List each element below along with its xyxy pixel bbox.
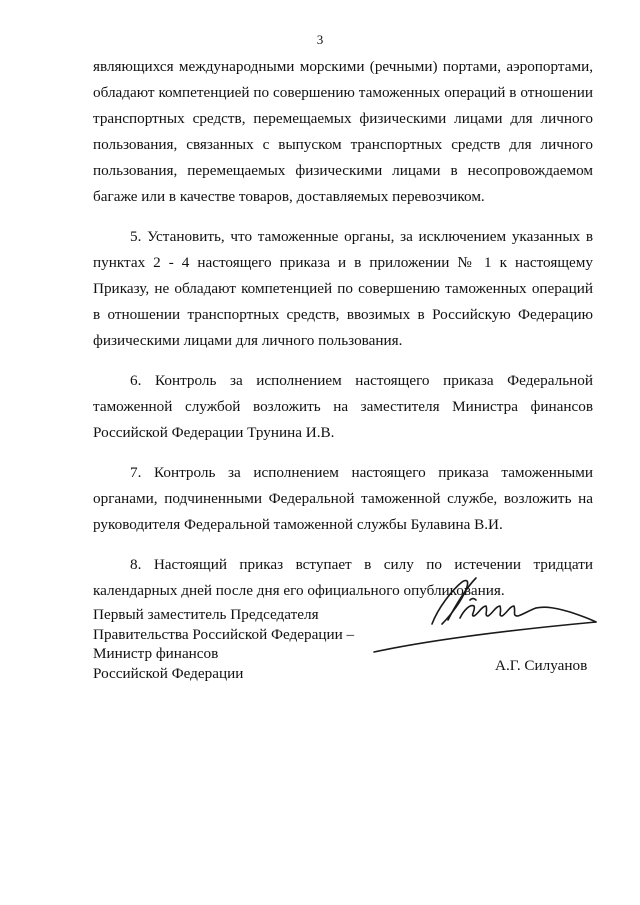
paragraph-item-6: 6. Контроль за исполнением настоящего приказа Федеральной таможенной службой возложить на заместителя Министра финансов Российской Федерации Трунина И.В.	[93, 372, 593, 441]
handwritten-signature	[360, 560, 600, 660]
paragraph-item-5: 5. Установить, что таможенные органы, за исключением указанных в пунктах 2 - 4 настоящего приказа и в приложении № 1 к настоящему Приказу, не обладают компетенцией по совершению таможенных операций в отношении транспортных средств, ввозимых в Российскую Федерацию физическими лицами для личного пользования.	[93, 228, 593, 349]
paragraph-continuation: являющихся международными морскими (речными) портами, аэропортами, обладают компетенцией по совершению таможенных операций в отношении транспортных средств, перемещаемых физическими лицами для личного пользования, связанных с выпуском транспортных средств для личного пользования, перемещаемых физическими лицами в несопровождаемом багаже или в качестве товаров, доставляемых перевозчиком.	[93, 58, 593, 205]
signatory-line-4: Российской Федерации	[93, 664, 244, 682]
signer-name: А.Г. Силуанов	[495, 657, 588, 674]
paragraph-item-8: 8. Настоящий приказ вступает в силу по истечении тридцати календарных дней после дня его официального опубликования.	[93, 556, 593, 599]
paragraph-item-7: 7. Контроль за исполнением настоящего приказа таможенными органами, подчиненными Федеральной таможенной службе, возложить на руководителя Федеральной таможенной службы Булавина В.И.	[93, 464, 593, 533]
signatory-line-3: Министр финансов	[93, 645, 219, 662]
signatory-position	[93, 605, 354, 683]
document-body	[93, 54, 593, 618]
page-number: 3	[316, 32, 324, 47]
signatory-line-1: Первый заместитель Председателя	[93, 606, 319, 623]
signatory-line-2: Правительства Российской Федерации –	[93, 625, 355, 643]
